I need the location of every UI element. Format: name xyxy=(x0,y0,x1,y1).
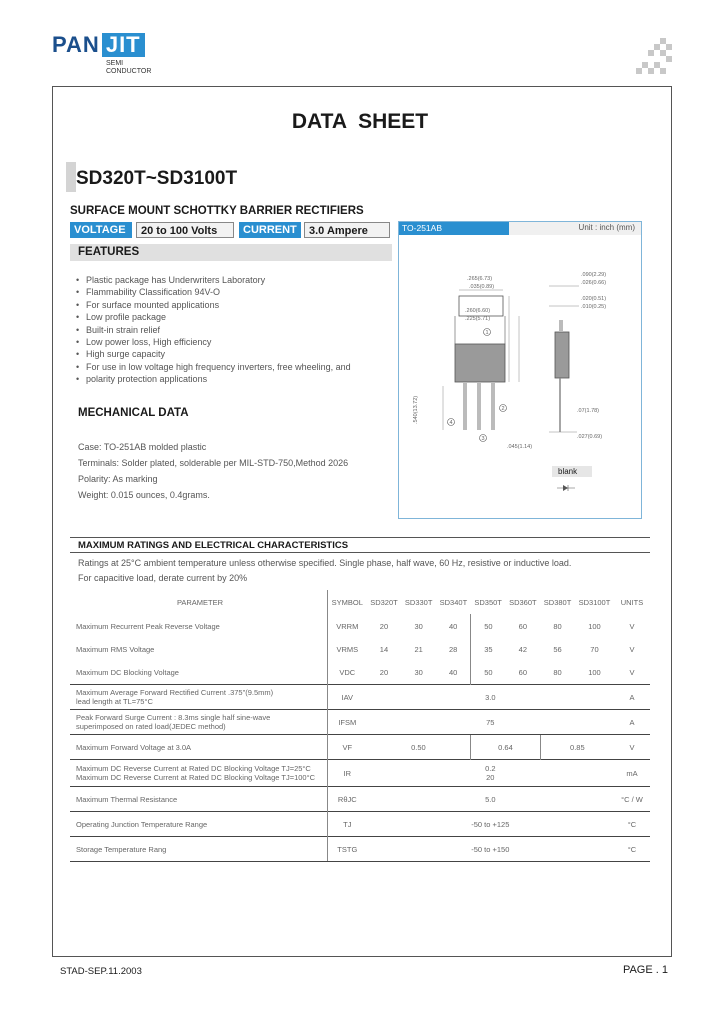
dim-d4: .225(5.71) xyxy=(465,316,491,322)
table-cell: IFSM xyxy=(328,710,367,735)
package-unit: Unit : inch (mm) xyxy=(578,223,635,232)
col-header: SD350T xyxy=(474,597,502,607)
table-cell: TJ xyxy=(328,812,367,837)
dim-d8: .010(0.25) xyxy=(581,304,607,310)
features-heading: FEATURES xyxy=(70,244,392,261)
pin-label-4: 4 xyxy=(449,420,453,426)
table-cell: 35 xyxy=(471,638,506,660)
table-cell: 30 xyxy=(414,667,423,677)
table-cell xyxy=(367,685,614,710)
table-cell xyxy=(367,760,614,787)
feature-item: • For use in low voltage high frequency inverters, free wheeling, and xyxy=(76,361,386,373)
pin-label-3: 3 xyxy=(481,436,485,442)
col-header: SD320T xyxy=(370,597,398,607)
table-cell: TSTG xyxy=(328,837,367,862)
parameter-text: Maximum DC Reverse Current at Rated DC Blocking Voltage TJ=25°C xyxy=(76,764,311,773)
current-label: CURRENT xyxy=(239,222,301,238)
dim-d12: .027(0.69) xyxy=(577,434,603,440)
footer-page: PAGE . 1 xyxy=(622,964,668,976)
package-drawing-panel xyxy=(398,221,642,519)
table-cell xyxy=(70,760,328,787)
table-cell xyxy=(70,787,328,812)
value-text: 75 xyxy=(486,717,495,727)
parameter-text: Maximum Average Forward Rectified Current .375"(9.5mm) xyxy=(76,688,274,697)
table-cell: 100 xyxy=(588,621,601,631)
product-subtitle: SURFACE MOUNT SCHOTTKY BARRIER RECTIFIERS xyxy=(70,205,364,217)
table-cell xyxy=(70,837,328,862)
blank-label: blank xyxy=(552,466,592,477)
pin-label-2: 2 xyxy=(501,406,505,412)
footer-divider xyxy=(52,956,672,957)
table-cell: 30 xyxy=(414,621,423,631)
value-text: -50 to +125 xyxy=(471,819,510,829)
table-cell: IAV xyxy=(328,685,367,710)
table-cell: 0.64 xyxy=(471,735,540,760)
parameter-text: Maximum Recurrent Peak Reverse Voltage xyxy=(76,621,220,631)
table-cell: VDC xyxy=(328,660,367,685)
dim-d2: .035(0.89) xyxy=(469,284,495,290)
feature-item: • Low profile package xyxy=(76,311,386,323)
logo-subtitle xyxy=(106,60,151,76)
table-row xyxy=(70,685,650,710)
voltage-label: VOLTAGE xyxy=(70,222,132,238)
mechanical-heading: MECHANICAL DATA xyxy=(78,407,189,419)
table-cell: VF xyxy=(328,735,367,760)
feature-item: • High surge capacity xyxy=(76,348,386,360)
logo-sub-2: CONDUCTOR xyxy=(106,68,152,75)
logo-pan: PAN xyxy=(52,32,100,57)
dim-d6: .026(0.66) xyxy=(581,280,607,286)
ratings-table xyxy=(70,590,650,862)
parameter-text: Maximum RMS Voltage xyxy=(76,644,155,654)
table-cell: 14 xyxy=(379,644,389,654)
logo-jit: JIT xyxy=(102,33,145,57)
parameter-text: Maximum Forward Voltage at 3.0A xyxy=(76,742,192,752)
value-text: 20 xyxy=(486,773,495,782)
table-cell: 80 xyxy=(553,667,562,677)
table-row xyxy=(70,638,650,660)
value-text: 5.0 xyxy=(485,794,496,804)
package-name: TO-251AB xyxy=(399,222,509,235)
panjit-logo xyxy=(52,32,145,58)
footer-date: STAD-SEP.11.2003 xyxy=(60,966,142,977)
table-cell: 60 xyxy=(518,667,528,677)
parameter-text: lead length at TL=75°C xyxy=(76,697,153,706)
table-cell: V xyxy=(614,735,650,760)
table-row xyxy=(70,787,650,812)
dim-d7: .020(0.51) xyxy=(581,296,607,302)
table-cell: V xyxy=(629,644,635,654)
table-cell xyxy=(367,787,614,812)
table-cell xyxy=(70,812,328,837)
parameter-text: Maximum DC Blocking Voltage xyxy=(76,667,179,677)
table-cell: 70 xyxy=(590,644,599,654)
parameter-text: Peak Forward Surge Current : 8.3ms single half sine-wave xyxy=(76,713,271,722)
package-outline-drawing xyxy=(399,236,641,518)
table-cell: IR xyxy=(328,760,367,787)
table-cell xyxy=(367,710,614,735)
value-text: 0.2 xyxy=(485,764,496,773)
diode-symbol-icon xyxy=(563,485,568,491)
table-cell: VRRM xyxy=(328,614,367,638)
table-cell: 42 xyxy=(518,644,528,654)
features-list xyxy=(76,274,386,386)
table-cell: mA xyxy=(614,760,650,787)
dim-d10: .045(1.14) xyxy=(507,444,533,450)
feature-item: • polarity protection applications xyxy=(76,373,386,385)
table-row xyxy=(70,812,650,837)
parameter-text: superimposed on rated load(JEDEC method) xyxy=(76,722,226,731)
table-cell: 50 xyxy=(471,660,506,685)
table-cell: VRMS xyxy=(328,638,367,660)
table-cell: A xyxy=(614,710,650,735)
parameter-text: Operating Junction Temperature Range xyxy=(76,819,208,829)
table-cell xyxy=(367,812,614,837)
table-row xyxy=(70,614,650,638)
table-cell: 0.85 xyxy=(540,735,614,760)
dim-d11: .07(1.78) xyxy=(577,408,600,414)
table-cell: 40 xyxy=(448,667,458,677)
dim-d1: .265(6.73) xyxy=(467,276,493,282)
table-cell: 56 xyxy=(553,644,562,654)
logo-sub-1: SEMI xyxy=(106,60,124,67)
col-header: SD380T xyxy=(543,597,572,607)
table-row xyxy=(70,837,650,862)
table-cell: RθJC xyxy=(328,787,367,812)
ratings-heading: MAXIMUM RATINGS AND ELECTRICAL CHARACTERISTICS xyxy=(70,537,650,553)
value-text: 3.0 xyxy=(485,692,496,702)
col-header: SD3100T xyxy=(578,597,611,607)
table-cell: 60 xyxy=(518,621,528,631)
mechanical-case: Case: TO-251AB molded plastic xyxy=(78,442,207,452)
table-cell: 28 xyxy=(448,644,458,654)
table-cell: 100 xyxy=(588,667,601,677)
table-row xyxy=(70,660,650,685)
voltage-value: 20 to 100 Volts xyxy=(136,222,234,238)
page-title: DATA SHEET xyxy=(291,110,429,133)
col-header: SD340T xyxy=(439,597,468,607)
ratings-note-1: Ratings at 25°C ambient temperature unless otherwise specified. Single phase, half wave, 60 Hz, resistive or inductive load. xyxy=(78,558,572,568)
table-cell xyxy=(70,710,328,735)
table-cell: 21 xyxy=(414,644,423,654)
parameter-text: Storage Temperature Rang xyxy=(76,844,167,854)
mechanical-weight: Weight: 0.015 ounces, 0.4grams. xyxy=(78,490,210,500)
table-cell: 80 xyxy=(553,621,562,631)
table-header-row xyxy=(70,590,650,614)
mechanical-terminals: Terminals: Solder plated, solderable per MIL-STD-750,Method 2026 xyxy=(78,458,349,468)
table-cell: 50 xyxy=(471,614,506,638)
table-cell xyxy=(70,735,328,760)
col-header: SD360T xyxy=(509,597,537,607)
mechanical-polarity: Polarity: As marking xyxy=(78,474,158,484)
feature-item: • Built-in strain relief xyxy=(76,324,386,336)
table-row xyxy=(70,735,650,760)
feature-item: • For surface mounted applications xyxy=(76,299,386,311)
table-cell xyxy=(70,614,328,638)
value-text: -50 to +150 xyxy=(471,844,510,854)
parameter-text: Maximum Thermal Resistance xyxy=(76,794,178,804)
table-cell: °C xyxy=(614,837,650,862)
dim-d5: .090(2.29) xyxy=(581,272,607,278)
table-cell: °C / W xyxy=(614,787,650,812)
pin-label-1: 1 xyxy=(485,330,489,336)
dim-d9: .540(13.72) xyxy=(413,395,419,424)
col-header: SD330T xyxy=(404,597,433,607)
table-cell: 0.50 xyxy=(367,735,471,760)
feature-item: • Flammability Classification 94V-O xyxy=(76,286,386,298)
table-cell: 20 xyxy=(379,667,389,677)
col-header: UNITS xyxy=(620,597,644,607)
table-cell: V xyxy=(629,621,635,631)
ratings-note-2: For capacitive load, derate current by 20% xyxy=(78,573,248,583)
table-cell: 40 xyxy=(448,621,458,631)
table-row xyxy=(70,710,650,735)
part-number: SD320T~SD3100T xyxy=(66,162,276,192)
table-row xyxy=(70,760,650,787)
table-cell xyxy=(70,685,328,710)
table-cell: 20 xyxy=(379,621,389,631)
dim-d3: .260(6.60) xyxy=(465,308,491,314)
table-cell xyxy=(70,660,328,685)
table-cell: V xyxy=(629,667,635,677)
table-cell xyxy=(70,638,328,660)
table-cell: A xyxy=(614,685,650,710)
feature-item: • Plastic package has Underwriters Laboratory xyxy=(76,274,386,286)
col-header: SYMBOL xyxy=(328,590,367,614)
col-header: PARAMETER xyxy=(176,597,224,607)
current-value: 3.0 Ampere xyxy=(304,222,390,238)
decorative-squares-icon xyxy=(636,38,672,74)
table-cell: °C xyxy=(614,812,650,837)
feature-item: • Low power loss, High efficiency xyxy=(76,336,386,348)
parameter-text: Maximum DC Reverse Current at Rated DC Blocking Voltage TJ=100°C xyxy=(76,773,316,782)
table-cell xyxy=(367,837,614,862)
